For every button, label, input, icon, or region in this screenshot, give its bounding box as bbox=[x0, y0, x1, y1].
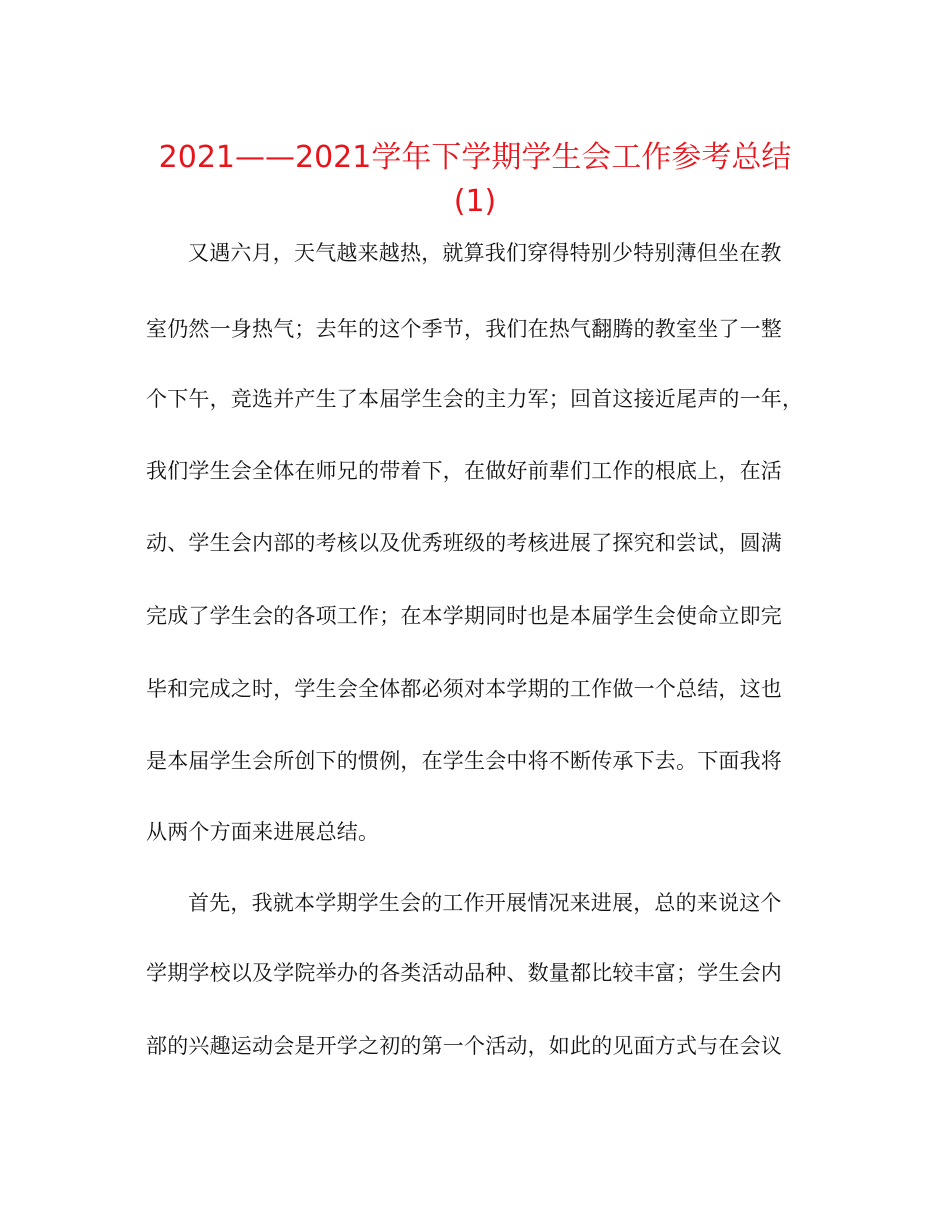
document-title-continuation: (1) bbox=[453, 184, 497, 219]
paragraph-line: 又遇六月，天气越来越热，就算我们穿得特别少特别薄但坐在教 bbox=[188, 241, 782, 265]
document-title: 2021——2021学年下学期学生会工作参考总结 bbox=[158, 140, 792, 175]
paragraph-line: 部的兴趣运动会是开学之初的第一个活动，如此的见面方式与在会议 bbox=[146, 1034, 782, 1058]
paragraph-line: 动、学生会内部的考核以及优秀班级的考核进展了探究和尝试，圆满 bbox=[146, 531, 782, 555]
paragraph-line: 是本届学生会所创下的惯例，在学生会中将不断传承下去。下面我将 bbox=[146, 749, 782, 773]
paragraph-line: 我们学生会全体在师兄的带着下，在做好前辈们工作的根底上，在活 bbox=[146, 459, 782, 483]
paragraph-line: 完成了学生会的各项工作；在本学期同时也是本届学生会使命立即完 bbox=[146, 604, 782, 628]
paragraph-line: 从两个方面来进展总结。 bbox=[146, 820, 380, 844]
paragraph-line: 室仍然一身热气；去年的这个季节，我们在热气翻腾的教室坐了一整 bbox=[146, 317, 782, 341]
paragraph-line: 毕和完成之时，学生会全体都必须对本学期的工作做一个总结，这也 bbox=[146, 677, 782, 701]
paragraph-line: 首先，我就本学期学生会的工作开展情况来进展，总的来说这个 bbox=[188, 891, 782, 915]
paragraph-line: 个下午，竞选并产生了本届学生会的主力军；回首这接近尾声的一年， bbox=[146, 387, 804, 411]
paragraph-line: 学期学校以及学院举办的各类活动品种、数量都比较丰富；学生会内 bbox=[146, 961, 782, 985]
